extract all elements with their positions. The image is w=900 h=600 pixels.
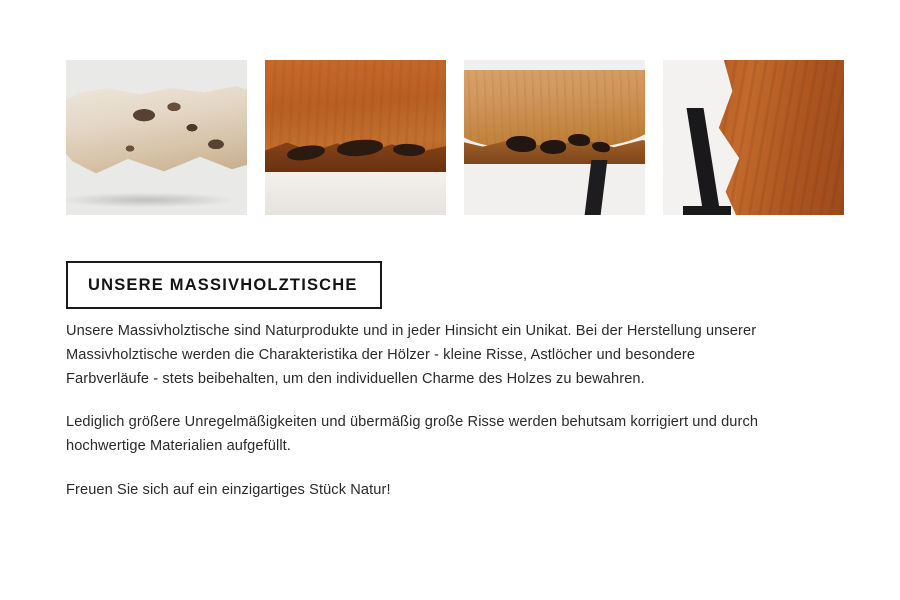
gallery-image-orange-wood-grain-with-inclusions[interactable] xyxy=(265,60,446,215)
tabletop-surface xyxy=(695,60,844,215)
wood-knot-one xyxy=(506,136,536,152)
body-copy xyxy=(66,320,766,503)
tabletop-surface xyxy=(464,70,645,148)
wood-slab-shape xyxy=(66,84,247,188)
gallery-image-table-edge-with-knots-and-leg[interactable] xyxy=(464,60,645,215)
paragraph-3: Freuen Sie sich auf ein einzigartiges Stück Natur! xyxy=(66,481,391,498)
gallery-image-pale-wood-slab-closeup[interactable] xyxy=(66,60,247,215)
table-leg xyxy=(585,160,608,215)
slab-shadow xyxy=(66,191,247,209)
table-leg xyxy=(687,108,721,215)
paragraph-1: Unsere Massivholztische sind Naturprodukte und in jeder Hinsicht ein Unikat. Bei der Herstellung unserer Massivholztische werden die Charakteristika der Hölzer - kleine Risse, Astlöcher und besondere Farbverläufe - stets beibehalten, um den individuellen Charme des Holzes zu bewahren. xyxy=(66,323,757,387)
page-title: UNSERE MASSIVHOLZTISCHE xyxy=(88,276,358,294)
paragraph-2: Lediglich größere Unregelmäßigkeiten und übermäßig große Risse werden behutsam korrigiert und durch hochwertige Materialien aufgefüllt. xyxy=(66,414,759,455)
section-heading-box xyxy=(66,261,382,309)
background-surface xyxy=(265,172,446,215)
wood-knot-three xyxy=(568,134,590,146)
image-gallery xyxy=(66,60,846,215)
table-leg-foot xyxy=(683,206,731,215)
gallery-image-red-wood-slab-with-black-leg[interactable] xyxy=(663,60,844,215)
